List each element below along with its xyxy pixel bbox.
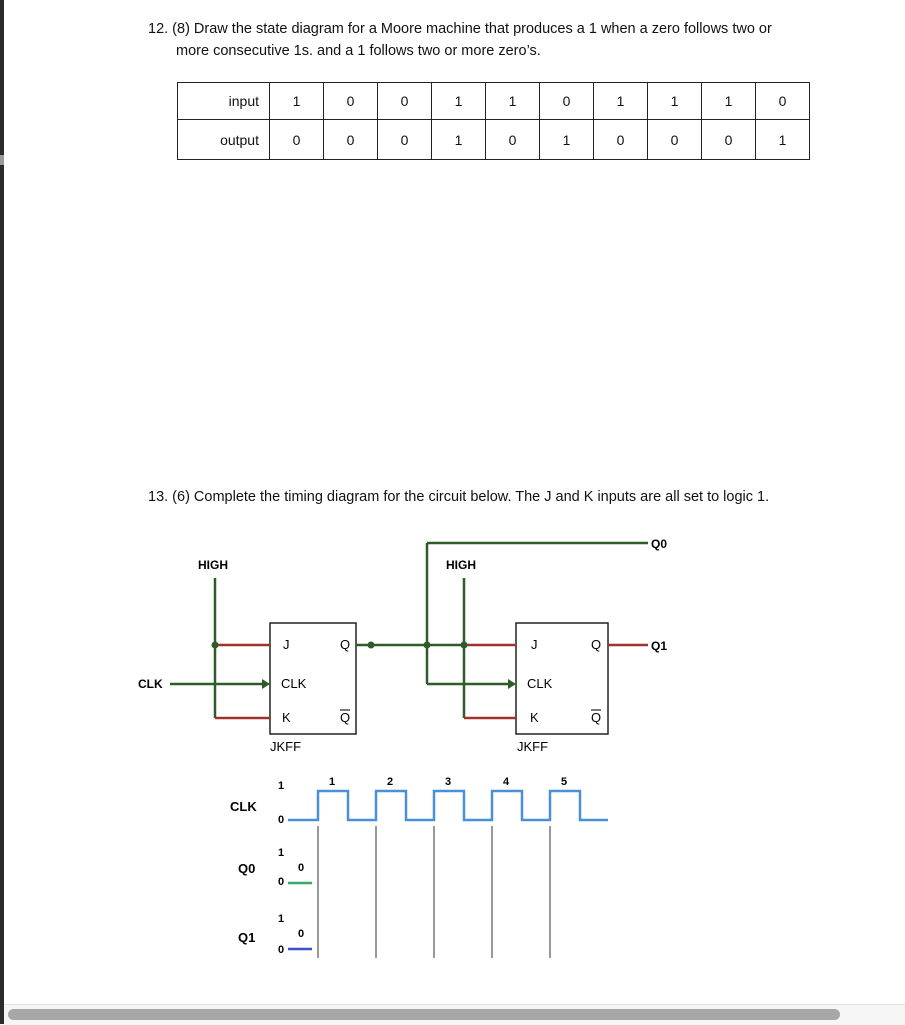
clk-waveform bbox=[288, 791, 608, 820]
input-cell: 1 bbox=[486, 83, 540, 120]
pulse-number-3: 3 bbox=[445, 776, 452, 788]
output-cell: 1 bbox=[432, 120, 486, 160]
pulse-number-1: 1 bbox=[329, 776, 336, 788]
input-cell: 0 bbox=[378, 83, 432, 120]
clk-high-marker: 1 bbox=[278, 780, 285, 792]
high-right-label: HIGH bbox=[446, 558, 476, 572]
question-12-line1: 12. (8) Draw the state diagram for a Moore machine that produces a 1 when a zero follows two or bbox=[148, 21, 772, 37]
q0-high-marker: 1 bbox=[278, 847, 285, 859]
clk0-triangle bbox=[262, 679, 270, 689]
question-12-line2: more consecutive 1s. and a 1 follows two or more zero’s. bbox=[176, 43, 541, 59]
q0-circuit-label: Q0 bbox=[651, 537, 668, 551]
q0-low-marker: 0 bbox=[278, 876, 285, 888]
input-cell: 1 bbox=[648, 83, 702, 120]
output-cell: 0 bbox=[324, 120, 378, 160]
q1-circuit-label: Q1 bbox=[651, 639, 668, 653]
input-cell: 1 bbox=[702, 83, 756, 120]
input-cell: 0 bbox=[540, 83, 594, 120]
input-header: input bbox=[178, 83, 270, 120]
output-header: output bbox=[178, 120, 270, 160]
question-13-text: 13. (6) Complete the timing diagram for the circuit below. The J and K inputs are all set to logic 1. bbox=[148, 489, 770, 505]
input-cell: 1 bbox=[594, 83, 648, 120]
ff0-k-pin: K bbox=[282, 710, 291, 725]
ff0-qbar-pin: Q bbox=[340, 710, 351, 725]
high-left-label: HIGH bbox=[198, 558, 228, 572]
ff1-j-pin: J bbox=[531, 637, 538, 652]
ff1-qbar-pin: Q bbox=[591, 710, 602, 725]
output-cell: 0 bbox=[594, 120, 648, 160]
ff1-clk-pin: CLK bbox=[527, 676, 553, 691]
jk-circuit bbox=[138, 537, 667, 754]
output-cell: 0 bbox=[378, 120, 432, 160]
pulse-number-2: 2 bbox=[387, 776, 394, 788]
q1-high-marker: 1 bbox=[278, 913, 285, 925]
ff1-name: JKFF bbox=[517, 739, 549, 754]
output-cell: 1 bbox=[540, 120, 594, 160]
q0-initial-value: 0 bbox=[298, 862, 305, 874]
q1-initial-value: 0 bbox=[298, 928, 305, 940]
input-cell: 0 bbox=[756, 83, 810, 120]
input-cell: 1 bbox=[270, 83, 324, 120]
output-cell: 0 bbox=[702, 120, 756, 160]
ff0-name: JKFF bbox=[270, 739, 302, 754]
output-cell: 1 bbox=[756, 120, 810, 160]
horizontal-scrollbar-thumb[interactable] bbox=[8, 1009, 840, 1020]
junction-dot bbox=[212, 642, 219, 649]
timing-q0-label: Q0 bbox=[238, 861, 256, 876]
ff1-k-pin: K bbox=[530, 710, 539, 725]
pulse-number-4: 4 bbox=[503, 776, 510, 788]
timing-diagram bbox=[230, 776, 608, 958]
ff0-j-pin: J bbox=[283, 637, 290, 652]
input-cell: 0 bbox=[324, 83, 378, 120]
ff1-q-pin: Q bbox=[591, 637, 602, 652]
ff0-q-pin: Q bbox=[340, 637, 351, 652]
timing-q1-label: Q1 bbox=[238, 930, 256, 945]
ff0-clk-pin: CLK bbox=[281, 676, 307, 691]
timing-clk-label: CLK bbox=[230, 799, 257, 814]
input-cell: 1 bbox=[432, 83, 486, 120]
output-cell: 0 bbox=[648, 120, 702, 160]
output-cell: 0 bbox=[270, 120, 324, 160]
output-cell: 0 bbox=[486, 120, 540, 160]
pulse-number-5: 5 bbox=[561, 776, 568, 788]
clk-low-marker: 0 bbox=[278, 814, 285, 826]
clk1-triangle bbox=[508, 679, 516, 689]
junction-dot bbox=[368, 642, 375, 649]
clk-circuit-label: CLK bbox=[138, 677, 163, 691]
q1-low-marker: 0 bbox=[278, 944, 285, 956]
